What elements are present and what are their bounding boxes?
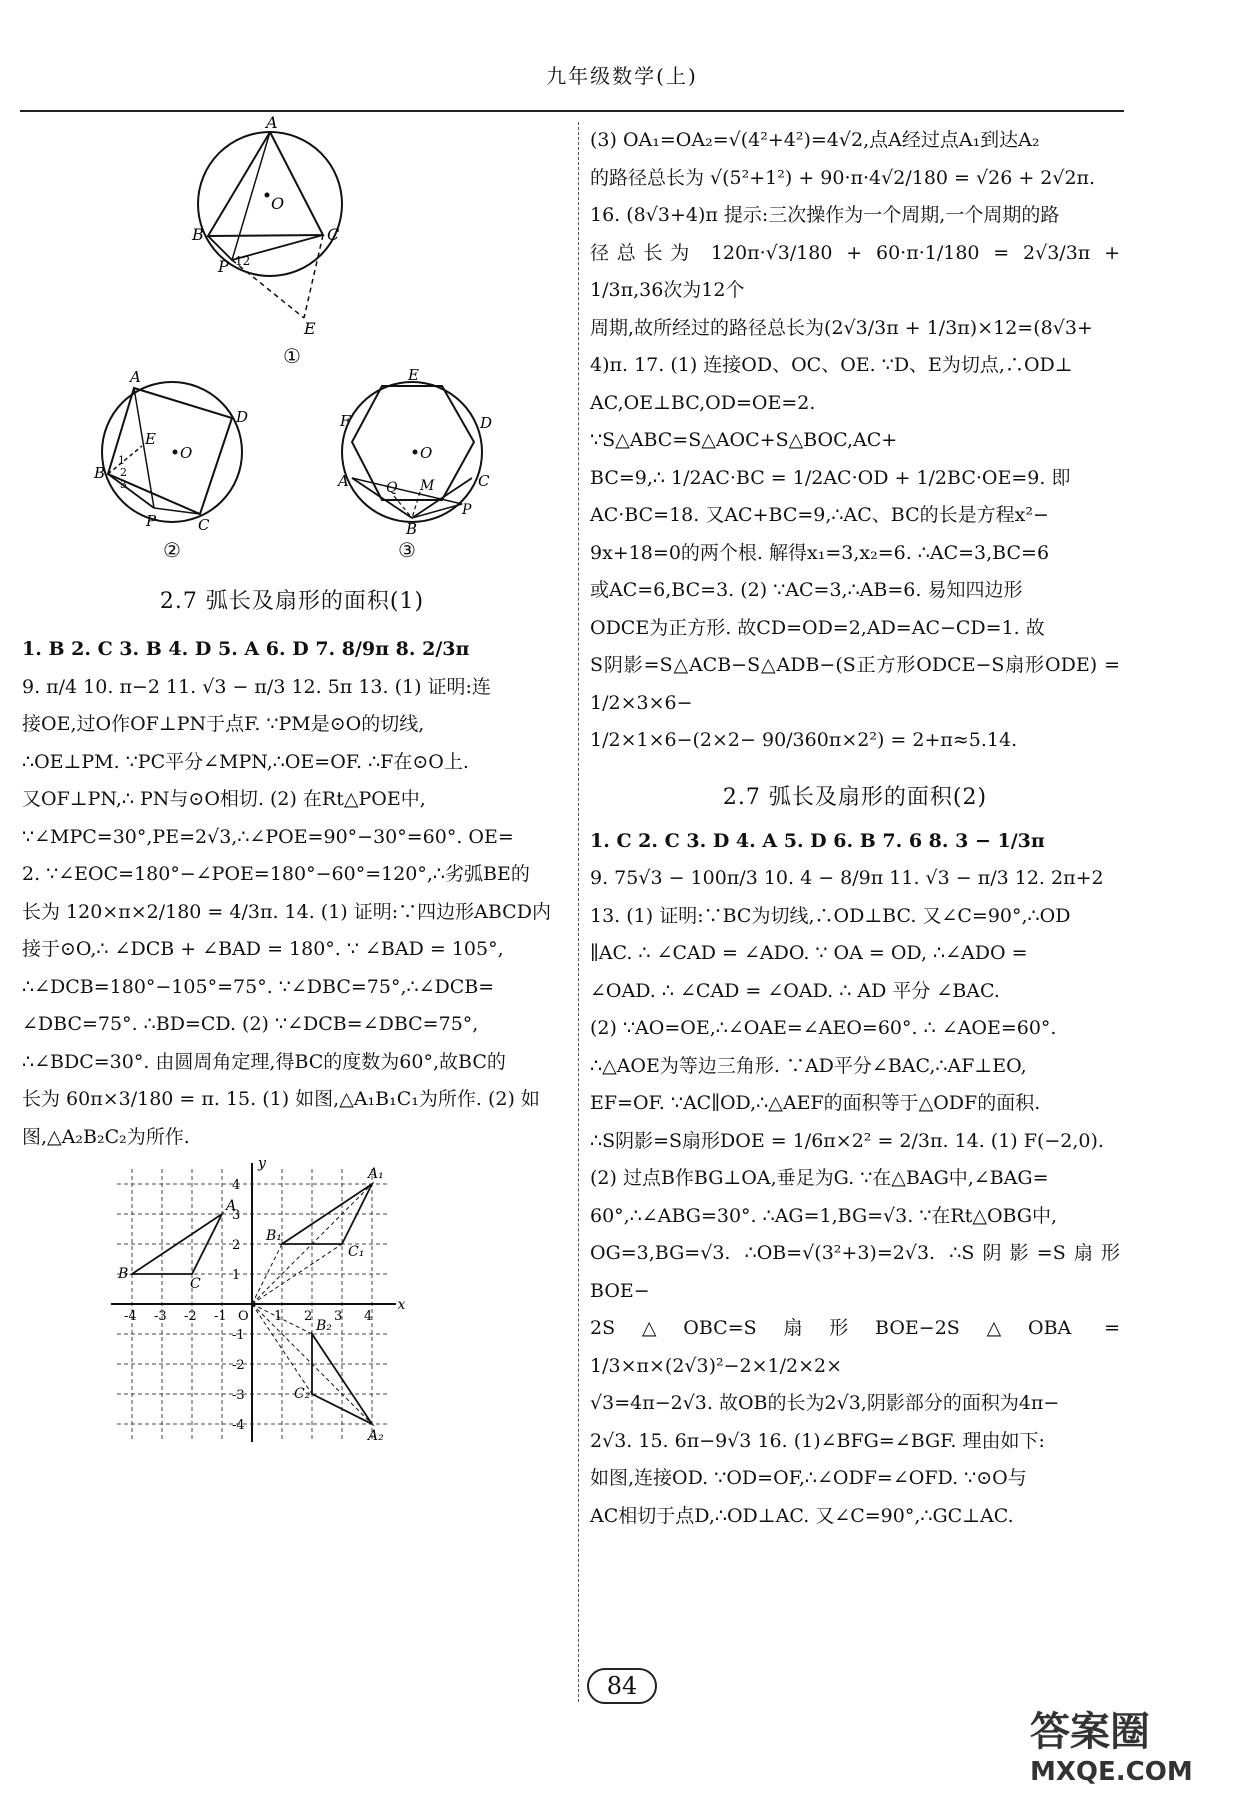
svg-text:O: O (180, 444, 193, 462)
right-top-12: S阴影=S△ACB−S△ADB−(S正方形ODCE−S扇形ODE) = 1/2×3×6− (590, 654, 1120, 714)
section-title-2: 2.7 弧长及扇形的面积(2) (722, 784, 988, 810)
svg-text:P: P (462, 502, 472, 518)
answers2-row-2: 9. 75√3 − 100π/3 10. 4 − 8/9π 11. √3 − π/3 12. 2π+2 (590, 867, 1104, 889)
right-bottom-7: (2) 过点B作BG⊥OA,垂足为G. ∵在△BAG中,∠BAG= (590, 1167, 1049, 1189)
svg-text:1: 1 (118, 454, 125, 467)
svg-text:A: A (338, 472, 349, 490)
svg-text:B: B (406, 520, 418, 538)
svg-text:E: E (408, 366, 419, 384)
left-para-0: 接OE,过O作OF⊥PN于点F. ∵PM是⊙O的切线, (22, 713, 425, 735)
page-number-value: 84 (587, 1668, 658, 1704)
right-bottom-14: AC相切于点D,∴OD⊥AC. 又∠C=90°,∴GC⊥AC. (590, 1504, 1014, 1527)
page-number (0, 1668, 1244, 1704)
svg-text:B: B (94, 464, 106, 482)
x-tick-label: O (238, 1309, 249, 1324)
point-label-A: A (226, 1198, 237, 1214)
figure-1-circle-triangle (22, 113, 562, 352)
left-para-4: 2. ∵∠EOC=180°−∠POE=180°−60°=120°,∴劣弧BE的 (22, 863, 530, 885)
right-top-10: 或AC=6,BC=3. (2) ∵AC=3,∴AB=6. 易知四边形 (590, 579, 1023, 601)
y-tick-label: -4 (232, 1418, 245, 1433)
right-top-8: AC·BC=18. 又AC+BC=9,∴AC、BC的长是方程x²− (590, 504, 1049, 526)
y-tick-label: -1 (232, 1328, 245, 1343)
svg-text:2: 2 (120, 466, 127, 479)
svg-text:3: 3 (120, 478, 127, 491)
x-tick-label: -1 (214, 1309, 227, 1324)
left-para-9: ∴∠BDC=30°. 由圆周角定理,得BC的度数为60°,故BC的 (22, 1050, 506, 1073)
right-top-13: 1/2×1×6−(2×2− 90/360π×2²) = 2+π≈5.14. (590, 729, 1018, 751)
column-divider (578, 122, 579, 1702)
x-tick-label: -4 (124, 1309, 137, 1324)
figure-1-label: ① (283, 344, 301, 368)
left-para-11: 图,△A₂B₂C₂为所作. (22, 1125, 190, 1148)
svg-text:12: 12 (235, 254, 251, 268)
point-label-A1: A₁ (368, 1166, 384, 1182)
y-tick-label: 2 (232, 1238, 241, 1253)
y-axis-label: y (258, 1155, 266, 1172)
right-top-4: 周期,故所经过的路径总长为(2√3/3π + 1/3π)×12=(8√3+ (590, 316, 1093, 339)
answers-row-2: 9. π/4 10. π−2 11. √3 − π/3 12. 5π 13. (1) 证明:连 (22, 675, 491, 698)
coordinate-grid-figure (22, 1155, 562, 1444)
right-bottom-8: 60°,∴∠ABG=30°. ∴AG=1,BG=√3. ∵在Rt△OBG中, (590, 1204, 1058, 1227)
svg-text:O: O (420, 444, 433, 462)
right-bottom-5: EF=OF. ∵AC∥OD,∴△AEF的面积等于△ODF的面积. (590, 1092, 1041, 1114)
svg-text:B: B (192, 225, 204, 244)
right-bottom-3: (2) ∵AO=OE,∴∠OAE=∠AEO=60°. ∴ ∠AOE=60°. (590, 1017, 1057, 1039)
point-label-C2: C₂ (294, 1386, 311, 1402)
left-para-2: 又OF⊥PN,∴ PN与⊙O相切. (2) 在Rt△POE中, (22, 788, 426, 810)
right-top-7: BC=9,∴ 1/2AC·BC = 1/2AC·OD + 1/2BC·OE=9. 即 (590, 466, 1071, 489)
left-column (22, 113, 562, 1444)
left-para-6: 接于⊙O,∴ ∠DCB + ∠BAD = 180°. ∵ ∠BAD = 105°, (22, 938, 504, 960)
point-label-B2: B₂ (316, 1318, 332, 1334)
header-rule (20, 110, 1124, 112)
left-para-1: ∴OE⊥PM. ∵PC平分∠MPN,∴OE=OF. ∴F在⊙O上. (22, 750, 469, 773)
right-bottom-0: 13. (1) 证明:∵BC为切线,∴OD⊥BC. 又∠C=90°,∴OD (590, 904, 1071, 927)
answers2-row-1: 1. C 2. C 3. D 4. A 5. D 6. B 7. 6 8. 3 − 1/3π (590, 829, 1045, 852)
left-para-5: 长为 120×π×2/180 = 4/3π. 14. (1) 证明:∵四边形ABCD内 (22, 900, 551, 923)
x-axis-label: x (397, 1297, 406, 1313)
right-top-3: 径总长为 120π·√3/180 + 60·π·1/180 = 2√3/3π + 1/3π,36次为12个 (590, 241, 1120, 301)
svg-text:P: P (218, 257, 229, 276)
svg-text:C: C (478, 472, 490, 490)
point-label-B1: B₁ (266, 1228, 282, 1244)
left-para-3: ∵∠MPC=30°,PE=2√3,∴∠POE=90°−30°=60°. OE= (22, 825, 514, 848)
right-top-11: ODCE为正方形. 故CD=OD=2,AD=AC−CD=1. 故 (590, 616, 1045, 639)
figure-3-label: ③ (398, 538, 416, 562)
x-tick-label: -2 (184, 1309, 197, 1324)
point-label-A2: A₂ (368, 1428, 384, 1444)
right-bottom-11: √3=4π−2√3. 故OB的长为2√3,阴影部分的面积为4π− (590, 1392, 1060, 1414)
svg-text:D: D (236, 408, 249, 426)
svg-text:Q: Q (386, 480, 398, 496)
page-header: 九年级数学(上) (546, 64, 698, 88)
right-bottom-4: ∴△AOE为等边三角形. ∵AD平分∠BAC,∴AF⊥EO, (590, 1054, 1027, 1077)
svg-text:E: E (145, 430, 156, 448)
right-bottom-13: 如图,连接OD. ∵OD=OF,∴∠ODF=∠OFD. ∵⊙O与 (590, 1467, 1027, 1489)
x-tick-label: 1 (274, 1309, 283, 1324)
right-bottom-2: ∠OAD. ∴ ∠CAD = ∠OAD. ∴ AD 平分 ∠BAC. (590, 979, 1000, 1002)
right-bottom-12: 2√3. 15. 6π−9√3 16. (1)∠BFG=∠BGF. 理由如下: (590, 1429, 1045, 1452)
watermark-cn: 答案圈 (1030, 1709, 1150, 1755)
right-top-6: AC,OE⊥BC,OD=OE=2. ∵S△ABC=S△AOC+S△BOC,AC+ (590, 391, 898, 451)
section-title-1: 2.7 弧长及扇形的面积(1) (159, 589, 425, 614)
svg-text:O: O (271, 194, 285, 213)
right-column (590, 122, 1120, 1535)
left-para-10: 长为 60π×3/180 = π. 15. (1) 如图,△A₁B₁C₁为所作. (2) 如 (22, 1088, 540, 1110)
right-bottom-1: ∥AC. ∴ ∠CAD = ∠ADO. ∵ OA = OD, ∴∠ADO = (590, 942, 1028, 964)
svg-text:A: A (266, 113, 278, 132)
svg-text:A: A (130, 368, 141, 386)
x-tick-label: 3 (334, 1309, 343, 1324)
right-top-2: 16. (8√3+4)π 提示:三次操作为一个周期,一个周期的路 (590, 204, 1060, 226)
watermark-url: MXQE.COM (1030, 1757, 1193, 1787)
y-tick-label: -2 (232, 1358, 245, 1373)
figure-2-label: ② (163, 538, 181, 562)
svg-text:E: E (304, 319, 316, 338)
answers-row-1: 1. B 2. C 3. B 4. D 5. A 6. D 7. 8/9π 8. 2/3π (22, 638, 470, 660)
svg-text:P: P (146, 512, 157, 530)
right-top-5: 4)π. 17. (1) 连接OD、OC、OE. ∵D、E为切点,∴OD⊥ (590, 354, 1073, 376)
point-label-C1: C₁ (348, 1244, 365, 1260)
svg-text:C: C (327, 225, 340, 244)
watermark (1030, 1700, 1230, 1790)
x-tick-label: -3 (154, 1309, 167, 1324)
right-bottom-10: 2S△OBC=S扇形BOE−2S△OBA = 1/3×π×(2√3)²−2×1/2×2× (590, 1317, 1120, 1377)
x-tick-label: 4 (364, 1309, 373, 1324)
y-tick-label: -3 (232, 1388, 245, 1403)
figures-2-3 (22, 368, 562, 538)
right-bottom-9: OG=3,BG=√3. ∴OB=√(3²+3)=2√3. ∴S阴影=S扇形BOE− (590, 1242, 1120, 1302)
svg-text:C: C (198, 516, 210, 534)
x-tick-label: 2 (304, 1309, 313, 1324)
y-tick-label: 3 (232, 1208, 241, 1223)
svg-text:M: M (420, 478, 435, 494)
right-top-1: 的路径总长为 √(5²+1²) + 90·π·4√2/180 = √26 + 2√2π. (590, 166, 1096, 189)
right-bottom-6: ∴S阴影=S扇形DOE = 1/6π×2² = 2/3π. 14. (1) F(−2,0). (590, 1129, 1104, 1152)
svg-text:D: D (480, 414, 493, 432)
right-top-9: 9x+18=0的两个根. 解得x₁=3,x₂=6. ∴AC=3,BC=6 (590, 541, 1050, 564)
point-label-B: B (118, 1266, 129, 1282)
left-para-8: ∠DBC=75°. ∴BD=CD. (2) ∵∠DCB=∠DBC=75°, (22, 1013, 479, 1035)
right-top-0: (3) OA₁=OA₂=√(4²+4²)=4√2,点A经过点A₁到达A₂ (590, 129, 1040, 151)
left-para-7: ∴∠DCB=180°−105°=75°. ∵∠DBC=75°,∴∠DCB= (22, 975, 495, 998)
y-tick-label: 4 (232, 1178, 241, 1193)
point-label-C: C (190, 1276, 201, 1292)
y-tick-label: 1 (232, 1268, 241, 1283)
svg-text:F: F (340, 412, 351, 430)
